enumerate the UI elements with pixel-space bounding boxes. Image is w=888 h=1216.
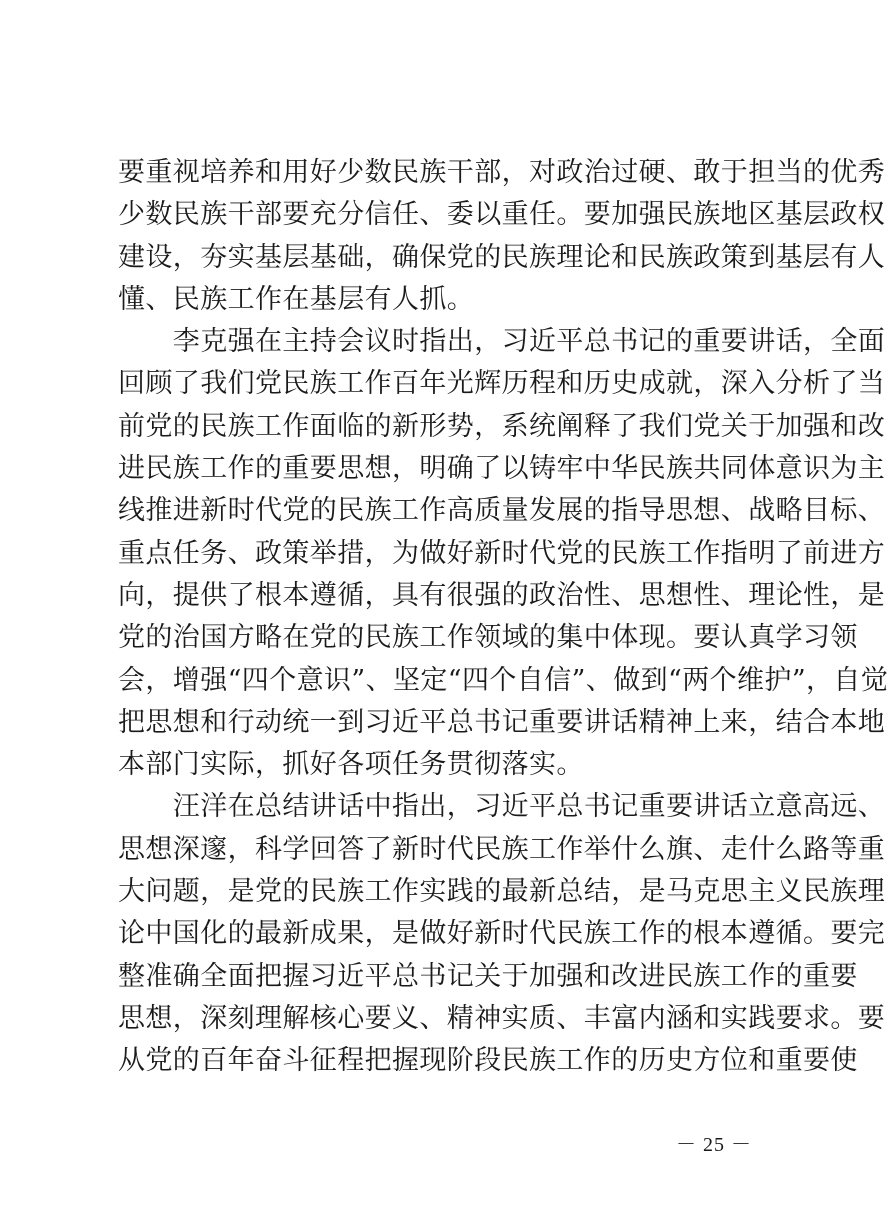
text-line: 思想深邃，科学回答了新时代民族工作举什么旗、走什么路等重 xyxy=(118,833,886,865)
text-line: 少数民族干部要充分信任、委以重任。要加强民族地区基层政权 xyxy=(118,199,886,231)
text-line: 懂、民族工作在基层有人抓。 xyxy=(118,283,475,315)
text-line: 进民族工作的重要思想，明确了以铸牢中华民族共同体意识为主 xyxy=(118,453,886,485)
text-line: 重点任务、政策举措，为做好新时代党的民族工作指明了前进方 xyxy=(118,537,886,569)
text-line: 从党的百年奋斗征程把握现阶段民族工作的历史方位和重要使 xyxy=(118,1045,858,1077)
text-line: 回顾了我们党民族工作百年光辉历程和历史成就，深入分析了当 xyxy=(118,368,886,400)
text-line: 汪洋在总结讲话中指出，习近平总书记重要讲话立意高远、 xyxy=(118,791,886,823)
body-text xyxy=(118,152,888,1083)
text-line: 本部门实际，抓好各项任务贯彻落实。 xyxy=(118,749,584,781)
text-line: 线推进新时代党的民族工作高质量发展的指导思想、战略目标、 xyxy=(118,495,886,527)
text-line: 前党的民族工作面临的新形势，系统阐释了我们党关于加强和改 xyxy=(118,410,886,442)
text-line: 大问题，是党的民族工作实践的最新总结，是马克思主义民族理 xyxy=(118,876,886,908)
text-line: 李克强在主持会议时指出，习近平总书记的重要讲话，全面 xyxy=(118,326,886,358)
text-line: 建设，夯实基层基础，确保党的民族理论和民族政策到基层有人 xyxy=(118,241,886,273)
text-line: 思想，深刻理解核心要义、精神实质、丰富内涵和实践要求。要 xyxy=(118,1002,886,1034)
text-line: 要重视培养和用好少数民族干部，对政治过硬、敢于担当的优秀 xyxy=(118,157,886,188)
text-line: 会，增强“四个意识”、坚定“四个自信”、做到“两个维护”，自觉 xyxy=(118,664,888,696)
text-line: 整准确全面把握习近平总书记关于加强和改进民族工作的重要 xyxy=(118,960,858,992)
text-line: 向，提供了根本遵循，具有很强的政治性、思想性、理论性，是 xyxy=(118,579,886,611)
page-number: － 25 － xyxy=(676,1134,752,1156)
text-line: 论中国化的最新成果，是做好新时代民族工作的根本遵循。要完 xyxy=(118,918,886,950)
text-line: 党的治国方略在党的民族工作领域的集中体现。要认真学习领 xyxy=(118,622,858,654)
text-line: 把思想和行动统一到习近平总书记重要讲话精神上来，结合本地 xyxy=(118,706,886,738)
